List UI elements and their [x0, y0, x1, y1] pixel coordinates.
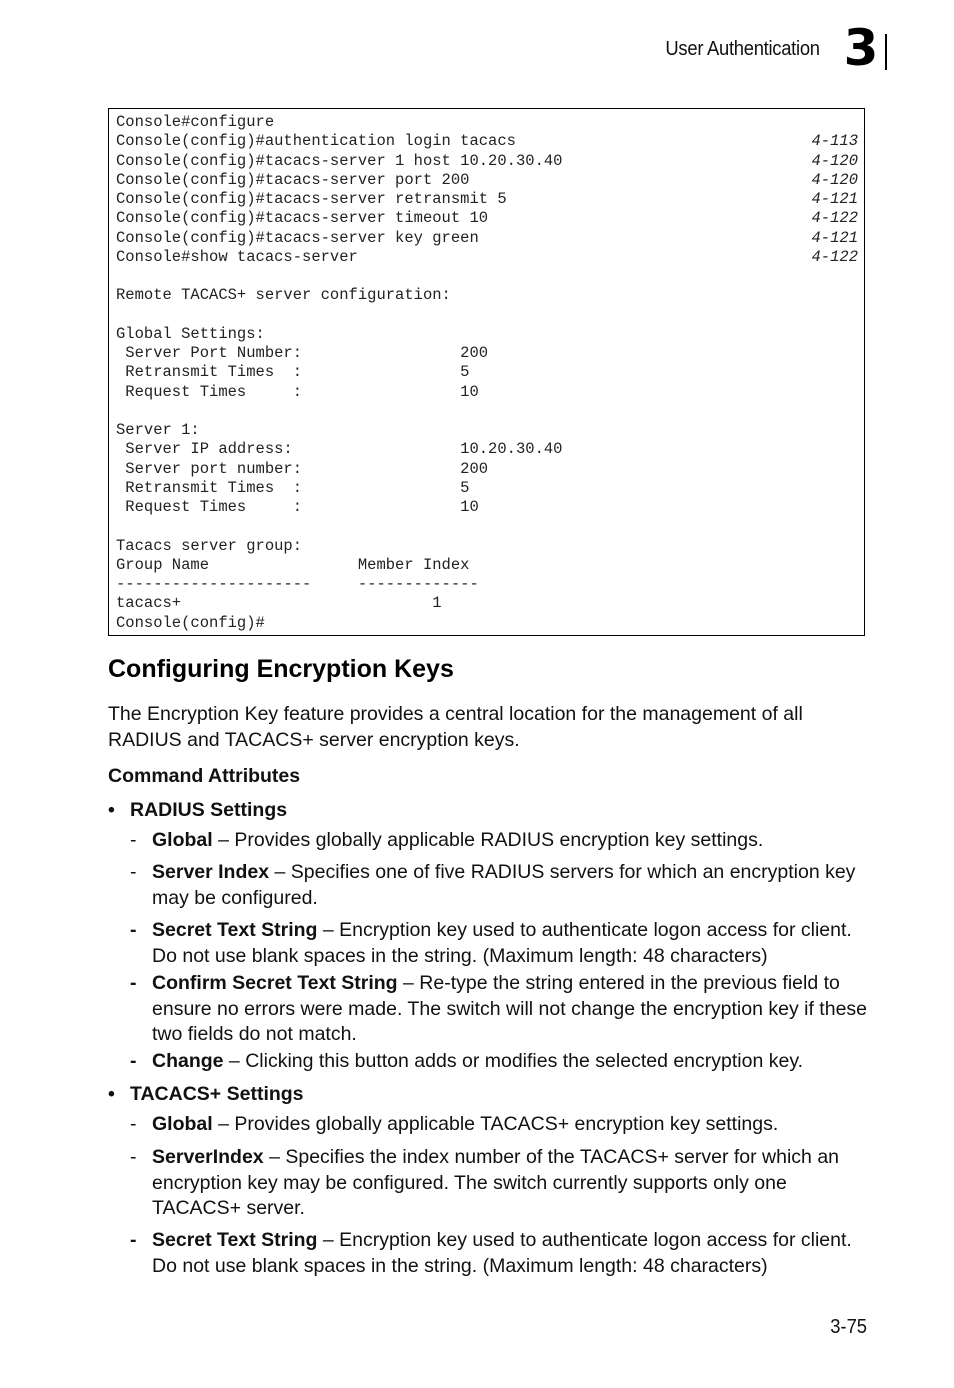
dash-marker: -: [130, 1050, 137, 1072]
code-text: Group Name Member Index: [116, 555, 470, 574]
code-line: [116, 363, 858, 382]
code-line: [116, 556, 858, 575]
code-page-reference: 4-121: [811, 228, 858, 247]
tacacs-item-server-index: [130, 1145, 870, 1222]
chapter-divider: [885, 34, 887, 70]
radius-item-global: [130, 828, 870, 854]
bullet-icon: •: [108, 1083, 115, 1105]
dash-marker: -: [130, 861, 137, 883]
code-page-reference: 4-122: [811, 209, 858, 228]
code-text: Console(config)#tacacs-server 1 host 10.20.30.40: [116, 151, 563, 170]
attributes-heading: Command Attributes: [108, 765, 301, 787]
code-example-box: [108, 108, 865, 636]
item-term: Global: [152, 1113, 213, 1135]
tacacs-settings-heading: TACACS+ Settings: [130, 1083, 304, 1105]
code-line: [116, 498, 858, 517]
code-page-reference: 4-113: [811, 132, 858, 151]
item-term: Secret Text String: [152, 919, 318, 941]
chapter-marker: [840, 19, 888, 77]
code-page-reference: 4-122: [811, 247, 858, 266]
item-term: Change: [152, 1050, 224, 1072]
code-text: Console(config)#tacacs-server retransmit 5: [116, 190, 507, 208]
code-text: Global Settings:: [116, 324, 265, 343]
item-description: – Specifies one of five RADIUS servers for which an encryption key may be configured.: [152, 861, 856, 909]
item-term: Server Index: [152, 861, 270, 883]
code-line: [116, 402, 858, 421]
code-line: [116, 517, 858, 536]
item-description: – Encryption key used to authenticate logon access for client. Do not use blank spaces in the string. (Maximum length: 48 characters): [152, 919, 852, 967]
code-line: [116, 479, 858, 498]
item-description: – Provides globally applicable TACACS+ encryption key settings.: [212, 1113, 779, 1135]
code-text: Request Times : 10: [116, 498, 479, 516]
code-text: Console(config)#tacacs-server timeout 10: [116, 209, 489, 228]
item-term: Confirm Secret Text String: [152, 972, 398, 994]
code-line: [116, 229, 858, 248]
tacacs-item-secret-text: [130, 1228, 870, 1279]
code-line: [116, 171, 858, 190]
code-line: [116, 325, 858, 344]
radius-item-change: [130, 1049, 870, 1075]
code-line: [116, 286, 858, 305]
intro-paragraph: The Encryption Key feature provides a central location for the management of all RADIUS and TACACS+ server encryption keys.: [108, 703, 803, 751]
bullet-icon: •: [108, 799, 115, 821]
item-description: – Clicking this button adds or modifies the selected encryption key.: [223, 1050, 804, 1072]
chapter-number: 3: [843, 19, 879, 77]
code-text: Console#configure: [116, 113, 275, 131]
code-text: Server Port Number: 200: [116, 344, 489, 362]
code-line: [116, 614, 858, 633]
code-text: Console(config)#tacacs-server key green: [116, 228, 479, 247]
code-text: Remote TACACS+ server configuration:: [116, 286, 451, 305]
page-number: 3-75: [830, 1316, 867, 1338]
tacacs-item-global: [130, 1112, 870, 1138]
code-text: Console(config)#tacacs-server port 200: [116, 170, 470, 189]
code-text: Console#show tacacs-server: [116, 247, 358, 266]
code-line: [116, 152, 858, 171]
item-term: Global: [152, 829, 213, 851]
code-line: [116, 113, 858, 132]
item-term: Secret Text String: [152, 1229, 318, 1251]
section-title: Configuring Encryption Keys: [108, 655, 454, 683]
dash-marker: -: [130, 972, 137, 994]
code-line: [116, 267, 858, 286]
item-term: ServerIndex: [152, 1146, 264, 1168]
code-text: --------------------- -------------: [116, 575, 479, 593]
code-text: Retransmit Times : 5: [116, 478, 470, 497]
item-description: – Encryption key used to authenticate logon access for client. Do not use blank spaces in the string. (Maximum length: 48 characters): [152, 1229, 852, 1277]
dash-marker: -: [130, 829, 137, 851]
code-text: tacacs+ 1: [116, 594, 442, 613]
code-line: [116, 306, 858, 325]
code-text: Server port number: 200: [116, 459, 489, 478]
item-description: – Specifies the index number of the TACACS+ server for which an encryption key may be configured. The switch currently supports only one TACACS+ server.: [152, 1146, 840, 1219]
radius-item-server-index: [130, 860, 870, 911]
radius-settings-heading: RADIUS Settings: [130, 799, 288, 821]
code-line: [116, 209, 858, 228]
dash-marker: -: [130, 1113, 137, 1135]
dash-marker: -: [130, 1146, 137, 1168]
code-text: Request Times : 10: [116, 382, 479, 401]
code-line: [116, 575, 858, 594]
code-line: [116, 460, 858, 479]
code-page-reference: 4-120: [811, 151, 858, 170]
code-line: [116, 344, 858, 363]
code-text: Tacacs server group:: [116, 536, 303, 555]
item-description: – Provides globally applicable RADIUS encryption key settings.: [212, 829, 764, 851]
code-text: Server IP address: 10.20.30.40: [116, 440, 563, 459]
radius-item-confirm-secret: [130, 971, 870, 1048]
code-line: [116, 421, 858, 440]
code-page-reference: 4-120: [811, 170, 858, 189]
code-text: Server 1:: [116, 421, 200, 439]
code-line: [116, 440, 858, 459]
code-text: Console(config)#authentication login tacacs: [116, 132, 516, 151]
code-line: [116, 594, 858, 613]
code-line: [116, 190, 858, 209]
header-title: User Authentication: [665, 38, 820, 60]
dash-marker: -: [130, 919, 137, 941]
code-line: [116, 383, 858, 402]
code-line: [116, 248, 858, 267]
item-description: – Re-type the string entered in the previous field to ensure no errors were made. The switch will not change the encryption key if these two fields do not match.: [152, 972, 868, 1045]
code-line: [116, 132, 858, 151]
code-text: Console(config)#: [116, 613, 265, 632]
dash-marker: -: [130, 1229, 137, 1251]
code-text: Retransmit Times : 5: [116, 363, 470, 382]
radius-item-secret-text: [130, 918, 870, 969]
code-page-reference: 4-121: [811, 190, 858, 208]
code-line: [116, 537, 858, 556]
